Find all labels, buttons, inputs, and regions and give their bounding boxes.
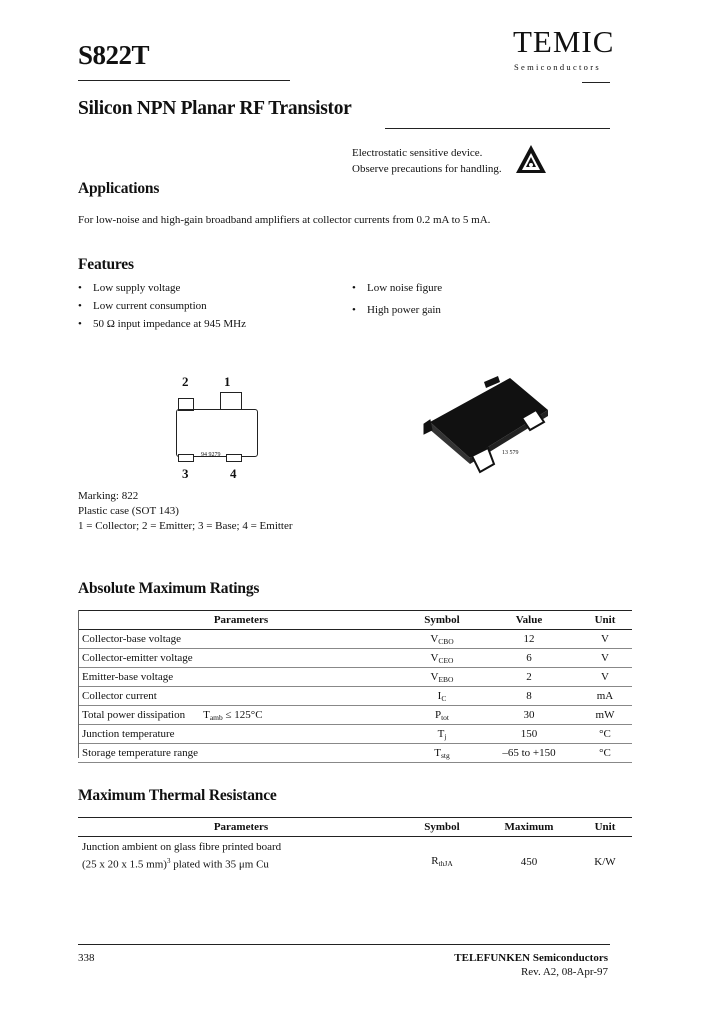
header-rule-right bbox=[582, 82, 610, 83]
symbol-cell: $T_{stg}$ bbox=[404, 744, 480, 763]
unit-cell: V bbox=[578, 668, 632, 687]
header-rule bbox=[78, 80, 290, 81]
applications-heading: Applications bbox=[78, 180, 160, 197]
symbol-cell: $V_{CBO}$ bbox=[404, 630, 480, 649]
pinout-text: 1 = Collector; 2 = Emitter; 3 = Base; 4 = Emitter bbox=[78, 520, 293, 532]
param-cell: Storage temperature range bbox=[78, 744, 404, 763]
table-header-row bbox=[78, 611, 632, 630]
page-title: Silicon NPN Planar RF Transistor bbox=[78, 98, 352, 119]
table-row bbox=[78, 706, 632, 725]
title-rule bbox=[385, 128, 610, 129]
unit-cell: °C bbox=[578, 725, 632, 744]
pin-label-2: 2 bbox=[182, 374, 189, 389]
table-row bbox=[78, 725, 632, 744]
param-cell: Collector current bbox=[78, 687, 404, 706]
param-cell: Collector-base voltage bbox=[78, 630, 404, 649]
page-number: 338 bbox=[78, 952, 95, 964]
unit-cell: °C bbox=[578, 744, 632, 763]
abs-max-table bbox=[78, 610, 632, 763]
pin-label-4: 4 bbox=[230, 466, 237, 481]
value-cell: 30 bbox=[480, 706, 578, 725]
footer-company: TELEFUNKEN Semiconductors bbox=[454, 952, 608, 964]
pin-1 bbox=[220, 392, 242, 410]
footer-rule bbox=[78, 944, 610, 945]
symbol-cell: $V_{CEO}$ bbox=[404, 649, 480, 668]
package-body bbox=[176, 409, 258, 457]
case-text: Plastic case (SOT 143) bbox=[78, 505, 179, 517]
value-cell: 6 bbox=[480, 649, 578, 668]
column-header: Symbol bbox=[404, 611, 480, 630]
esd-note-line1: Electrostatic sensitive device. bbox=[352, 147, 483, 159]
applications-text: For low-noise and high-gain broadband amplifiers at collector currents from 0.2 mA to 5 mA. bbox=[78, 214, 491, 226]
marking-text: Marking: 822 bbox=[78, 490, 139, 502]
part-number: S822T bbox=[78, 40, 150, 70]
unit-cell: mA bbox=[578, 687, 632, 706]
symbol-cell: $V_{EBO}$ bbox=[404, 668, 480, 687]
column-header: Parameters bbox=[78, 611, 404, 630]
table-row bbox=[78, 630, 632, 649]
package-3d-image bbox=[410, 372, 560, 487]
condition-text: $T_{amb} \le 125^\circ C$ bbox=[203, 708, 263, 722]
column-header: Unit bbox=[578, 818, 632, 837]
value-cell: 450 bbox=[520, 856, 538, 868]
column-header: Unit bbox=[578, 611, 632, 630]
thermal-table bbox=[78, 817, 632, 874]
esd-warning-icon bbox=[514, 143, 548, 182]
param-cell: Emitter-base voltage bbox=[78, 668, 404, 687]
table-row bbox=[78, 687, 632, 706]
table-header-row bbox=[78, 818, 632, 837]
pin-label-1: 1 bbox=[224, 374, 231, 389]
table-divider bbox=[78, 610, 79, 758]
package-outline-drawing bbox=[170, 372, 266, 484]
param-cell: Total power dissipation $T_{amb} \le 125^\circ C$ bbox=[78, 706, 404, 725]
table-row bbox=[78, 837, 632, 875]
value-cell: 150 bbox=[480, 725, 578, 744]
unit-cell: K/W bbox=[594, 856, 616, 868]
value-cell: 2 bbox=[480, 668, 578, 687]
brand-logo: TEMIC bbox=[513, 24, 615, 59]
value-cell: –65 to +150 bbox=[480, 744, 578, 763]
table-row bbox=[78, 744, 632, 763]
abs-max-heading: Absolute Maximum Ratings bbox=[78, 580, 260, 597]
column-header: Value bbox=[480, 611, 578, 630]
unit-cell: V bbox=[578, 630, 632, 649]
unit-cell: mW bbox=[578, 706, 632, 725]
value-cell: 8 bbox=[480, 687, 578, 706]
table-row bbox=[78, 668, 632, 687]
brand-subtitle: Semiconductors bbox=[514, 62, 601, 72]
symbol-cell: $P_{tot}$ bbox=[404, 706, 480, 725]
symbol-cell: $I_C$ bbox=[404, 687, 480, 706]
param-cell: Junction temperature bbox=[78, 725, 404, 744]
symbol-cell: $T_j$ bbox=[404, 725, 480, 744]
features-heading: Features bbox=[78, 256, 134, 273]
value-cell: 12 bbox=[480, 630, 578, 649]
unit-cell: V bbox=[578, 649, 632, 668]
symbol-cell: $R_{thJA}$ bbox=[431, 855, 453, 868]
param-cell: Collector-emitter voltage bbox=[78, 649, 404, 668]
table-row bbox=[78, 649, 632, 668]
param-cell: Junction ambient on glass fibre printed board (25 x 20 x 1.5 mm)$^3$ plated with 35 μm Cu bbox=[82, 841, 282, 871]
column-header: Parameters bbox=[78, 818, 404, 837]
thermal-heading: Maximum Thermal Resistance bbox=[78, 787, 277, 804]
esd-note-line2: Observe precautions for handling. bbox=[352, 163, 502, 175]
column-header: Maximum bbox=[480, 818, 578, 837]
photo-code: 13 579 bbox=[502, 450, 519, 456]
column-header: Symbol bbox=[404, 818, 480, 837]
drawing-code: 94 9279 bbox=[201, 452, 221, 458]
pin-label-3: 3 bbox=[182, 466, 189, 481]
pin-4 bbox=[226, 454, 242, 462]
pin-3 bbox=[178, 454, 194, 462]
footer-revision: Rev. A2, 08-Apr-97 bbox=[520, 966, 608, 978]
